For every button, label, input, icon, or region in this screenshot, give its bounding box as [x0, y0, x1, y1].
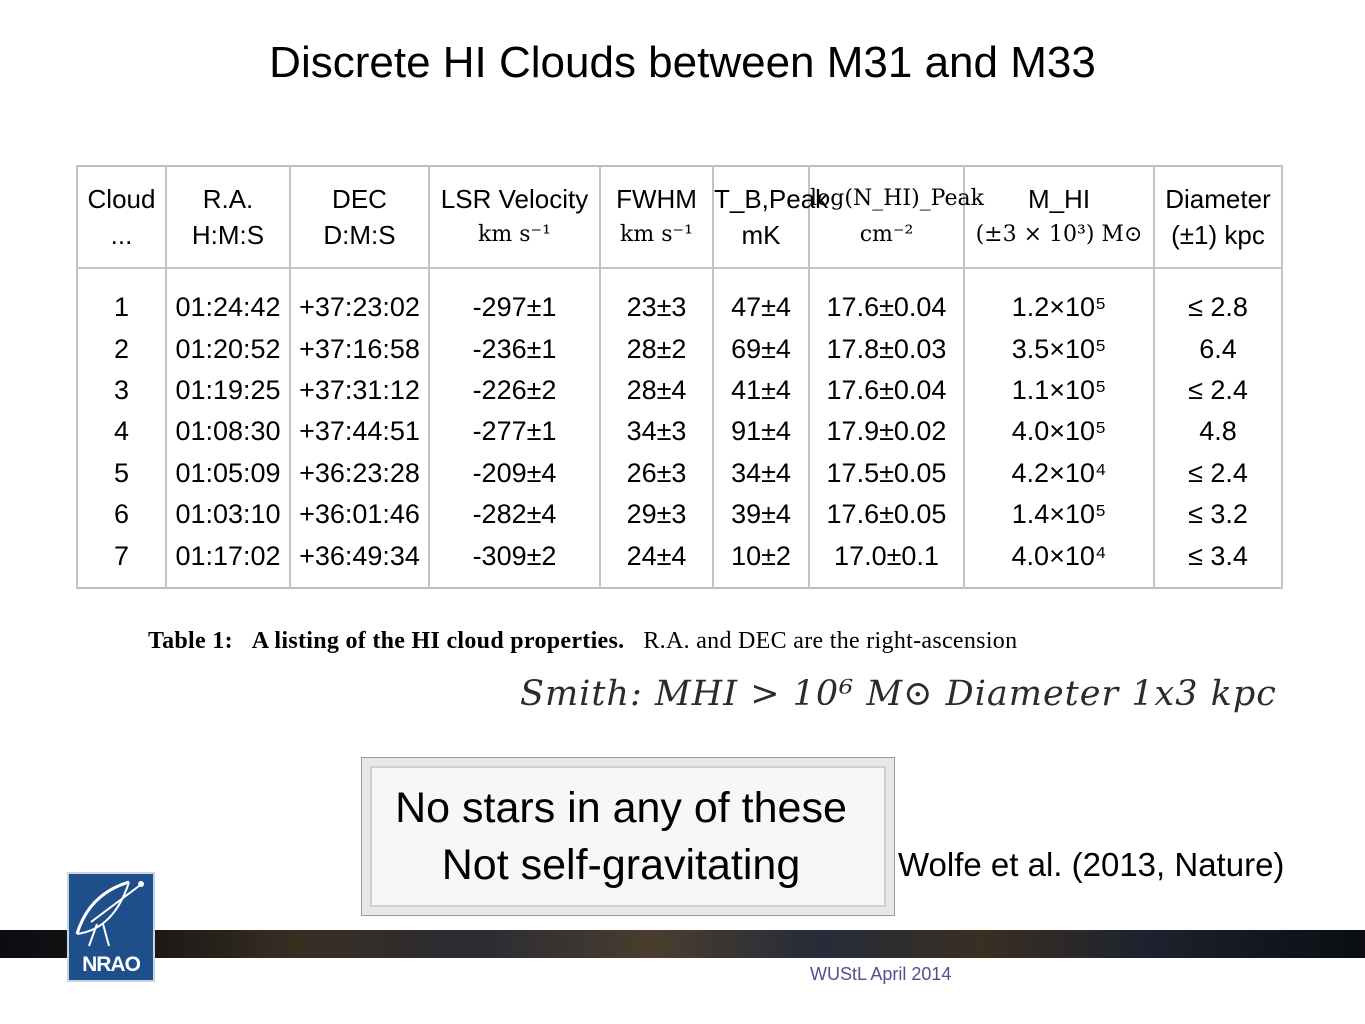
cell-fwhm: 26±3	[600, 453, 713, 494]
cell-fwhm: 34±3	[600, 411, 713, 452]
milky-way-band	[0, 930, 1365, 958]
callout-line-1: No stars in any of these	[395, 784, 847, 832]
smith-note: Smith: MHI > 10⁶ M⊙ Diameter 1x3 kpc	[520, 674, 1277, 714]
cell-mhi: 1.4×10⁵	[964, 494, 1154, 535]
cell-log-nhi: 17.6±0.05	[809, 494, 964, 535]
table-row	[77, 411, 1282, 452]
cell-cloud: 1	[77, 268, 166, 328]
cell-tb-peak: 10±2	[713, 535, 809, 587]
table-row	[77, 370, 1282, 411]
cell-cloud: 7	[77, 535, 166, 587]
slide-title: Discrete HI Clouds between M31 and M33	[269, 38, 1096, 87]
cell-mhi: 4.0×10⁴	[964, 535, 1154, 587]
reference-citation: Wolfe et al. (2013, Nature)	[898, 846, 1285, 883]
header-tb-peak: T_B,Peak mK	[713, 166, 809, 268]
header-lsr-velocity: LSR Velocity km s⁻¹	[429, 166, 600, 268]
logo-text: NRAO	[82, 953, 140, 976]
cell-lsr-velocity: -209±4	[429, 453, 600, 494]
cell-fwhm: 29±3	[600, 494, 713, 535]
cell-fwhm: 28±4	[600, 370, 713, 411]
table-caption	[148, 628, 1228, 655]
caption-bold-text: A listing of the HI cloud properties.	[251, 628, 625, 654]
cell-cloud: 3	[77, 370, 166, 411]
cell-lsr-velocity: -277±1	[429, 411, 600, 452]
cell-ra: 01:24:42	[166, 268, 290, 328]
cell-tb-peak: 69±4	[713, 328, 809, 369]
cell-fwhm: 28±2	[600, 328, 713, 369]
cell-mhi: 3.5×10⁵	[964, 328, 1154, 369]
cell-lsr-velocity: -297±1	[429, 268, 600, 328]
cell-ra: 01:17:02	[166, 535, 290, 587]
callout-box	[361, 757, 895, 916]
cell-log-nhi: 17.8±0.03	[809, 328, 964, 369]
cell-mhi: 1.2×10⁵	[964, 268, 1154, 328]
cell-cloud: 2	[77, 328, 166, 369]
table-row	[77, 535, 1282, 587]
cell-dec: +37:31:12	[290, 370, 429, 411]
radio-telescope-icon	[69, 874, 153, 954]
header-ra: R.A. H:M:S	[166, 166, 290, 268]
cloud-table-container	[76, 165, 1281, 589]
cell-diameter: ≤ 3.4	[1154, 535, 1282, 587]
cell-lsr-velocity: -236±1	[429, 328, 600, 369]
cell-tb-peak: 39±4	[713, 494, 809, 535]
table-row	[77, 328, 1282, 369]
table-row	[77, 494, 1282, 535]
cell-dec: +37:23:02	[290, 268, 429, 328]
cell-cloud: 5	[77, 453, 166, 494]
caption-rest: R.A. and DEC are the right-ascension	[643, 628, 1018, 654]
cell-cloud: 4	[77, 411, 166, 452]
header-diameter: Diameter (±1) kpc	[1154, 166, 1282, 268]
cell-diameter: 6.4	[1154, 328, 1282, 369]
cell-log-nhi: 17.0±0.1	[809, 535, 964, 587]
cell-mhi: 1.1×10⁵	[964, 370, 1154, 411]
cell-diameter: ≤ 3.2	[1154, 494, 1282, 535]
cell-lsr-velocity: -282±4	[429, 494, 600, 535]
caption-label: Table 1:	[148, 628, 233, 654]
cell-ra: 01:19:25	[166, 370, 290, 411]
cell-ra: 01:08:30	[166, 411, 290, 452]
header-fwhm: FWHM km s⁻¹	[600, 166, 713, 268]
cell-cloud: 6	[77, 494, 166, 535]
cell-lsr-velocity: -309±2	[429, 535, 600, 587]
cloud-properties-table	[76, 165, 1283, 589]
header-log-nhi-peak: log(N_HI)_Peak cm⁻²	[809, 166, 964, 268]
cell-fwhm: 23±3	[600, 268, 713, 328]
cell-dec: +36:49:34	[290, 535, 429, 587]
cell-tb-peak: 41±4	[713, 370, 809, 411]
cell-ra: 01:05:09	[166, 453, 290, 494]
cell-diameter: ≤ 2.8	[1154, 268, 1282, 328]
cell-mhi: 4.0×10⁵	[964, 411, 1154, 452]
cell-lsr-velocity: -226±2	[429, 370, 600, 411]
cell-log-nhi: 17.6±0.04	[809, 370, 964, 411]
cell-ra: 01:20:52	[166, 328, 290, 369]
callout-line-2: Not self-gravitating	[441, 841, 801, 889]
cell-tb-peak: 47±4	[713, 268, 809, 328]
header-mhi: M_HI (±3 × 10³) M⊙	[964, 166, 1154, 268]
cell-dec: +37:44:51	[290, 411, 429, 452]
cell-dec: +37:16:58	[290, 328, 429, 369]
cell-log-nhi: 17.5±0.05	[809, 453, 964, 494]
cell-dec: +36:23:28	[290, 453, 429, 494]
cell-fwhm: 24±4	[600, 535, 713, 587]
cell-dec: +36:01:46	[290, 494, 429, 535]
cell-mhi: 4.2×10⁴	[964, 453, 1154, 494]
nrao-logo	[67, 872, 155, 982]
cell-ra: 01:03:10	[166, 494, 290, 535]
footer-text: WUStL April 2014	[810, 964, 952, 984]
header-dec: DEC D:M:S	[290, 166, 429, 268]
cell-diameter: ≤ 2.4	[1154, 453, 1282, 494]
cell-diameter: ≤ 2.4	[1154, 370, 1282, 411]
header-cloud: Cloud ...	[77, 166, 166, 268]
table-row	[77, 453, 1282, 494]
table-header-row	[77, 166, 1282, 268]
cell-log-nhi: 17.6±0.04	[809, 268, 964, 328]
table-row	[77, 268, 1282, 328]
cell-tb-peak: 91±4	[713, 411, 809, 452]
cell-tb-peak: 34±4	[713, 453, 809, 494]
cell-diameter: 4.8	[1154, 411, 1282, 452]
cell-log-nhi: 17.9±0.02	[809, 411, 964, 452]
